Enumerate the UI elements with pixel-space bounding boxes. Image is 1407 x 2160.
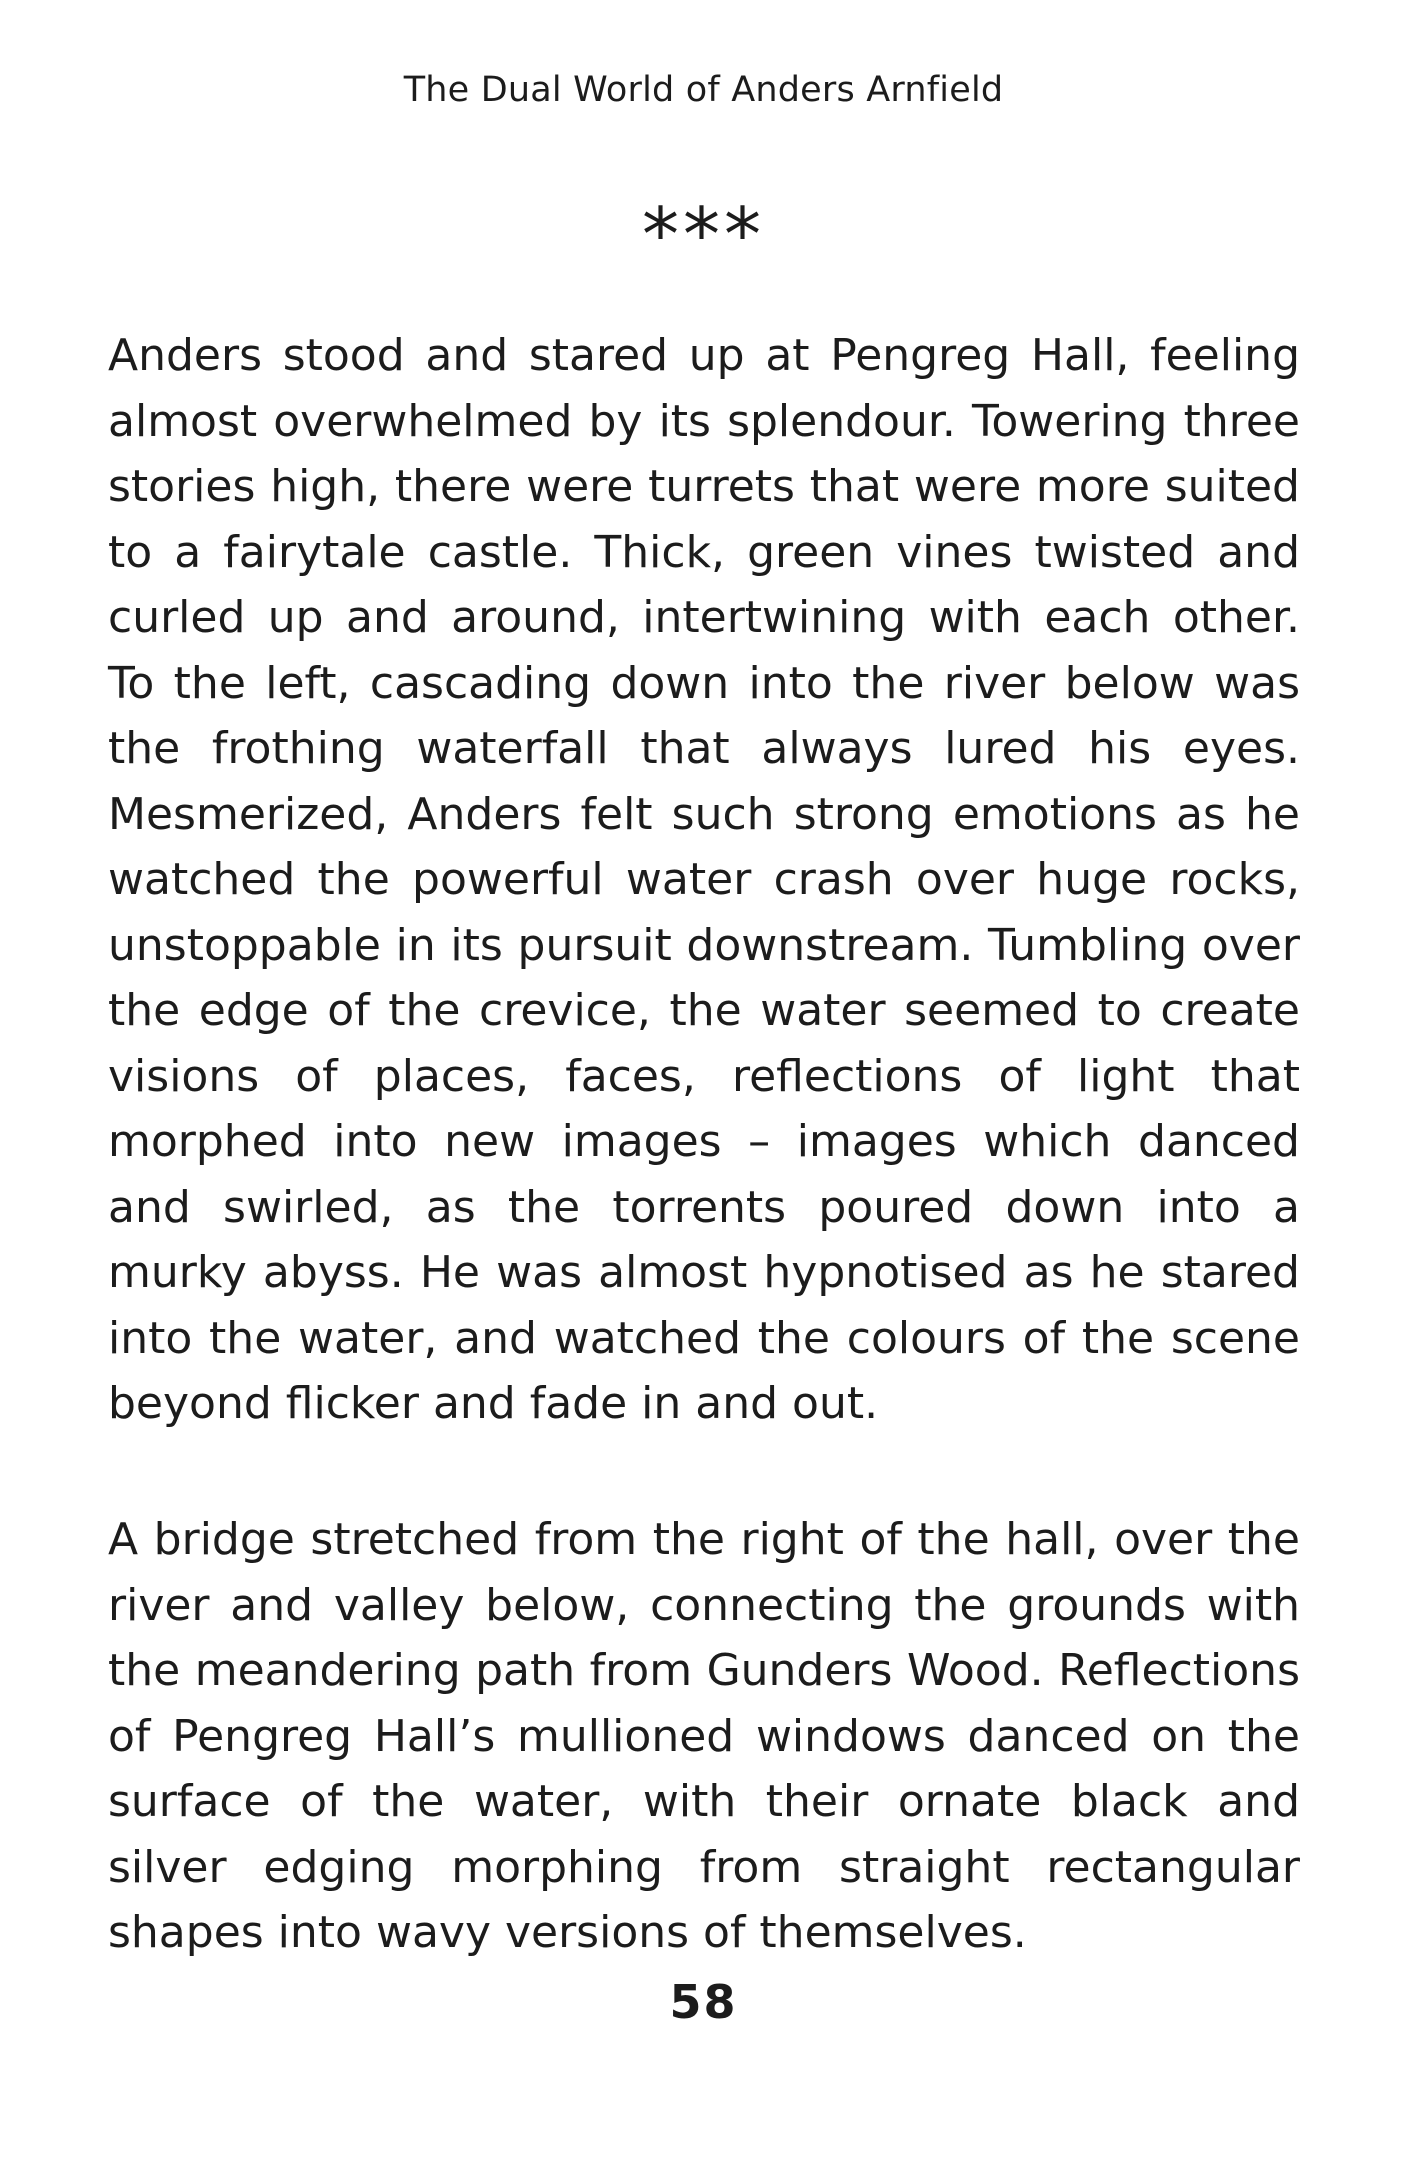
body-paragraph: Anders stood and stared up at Pengreg Hall, feeling almost overwhelmed by its splendour. Towering three stories high, there were turrets that were more suited to a fairytale castle. Thick, green vines twisted and curled up and around, intertwining with each other. To the left, cascading down into the river below was the frothing waterfall that always lured his eyes. Mesmerized, Anders felt such strong emotions as he watched the powerful water crash over huge rocks, unstoppable in its pursuit downstream. Tumbling over the edge of the crevice, the water seemed to create visions of places, faces, reflections of light that morphed into new images – images which danced and swirled, as the torrents poured down into a murky abyss. He was almost hypnotised as he stared into the water, and watched the colours of the scene beyond flicker and fade in and out. [108,330,1300,1429]
running-header-book-title: The Dual World of Anders Arnfield [403,70,1004,110]
body-paragraph: A bridge stretched from the right of the hall, over the river and valley below, connecting the grounds with the meandering path from Gunders Wood. Reflections of Pengreg Hall’s mullioned windows danced on the surface of the water, with their ornate black and silver edging morphing from straight rectangular shapes into wavy versions of themselves. [108,1514,1300,1958]
page-number: 58 [669,1975,738,2029]
scene-break-asterisks: *** [642,192,765,278]
